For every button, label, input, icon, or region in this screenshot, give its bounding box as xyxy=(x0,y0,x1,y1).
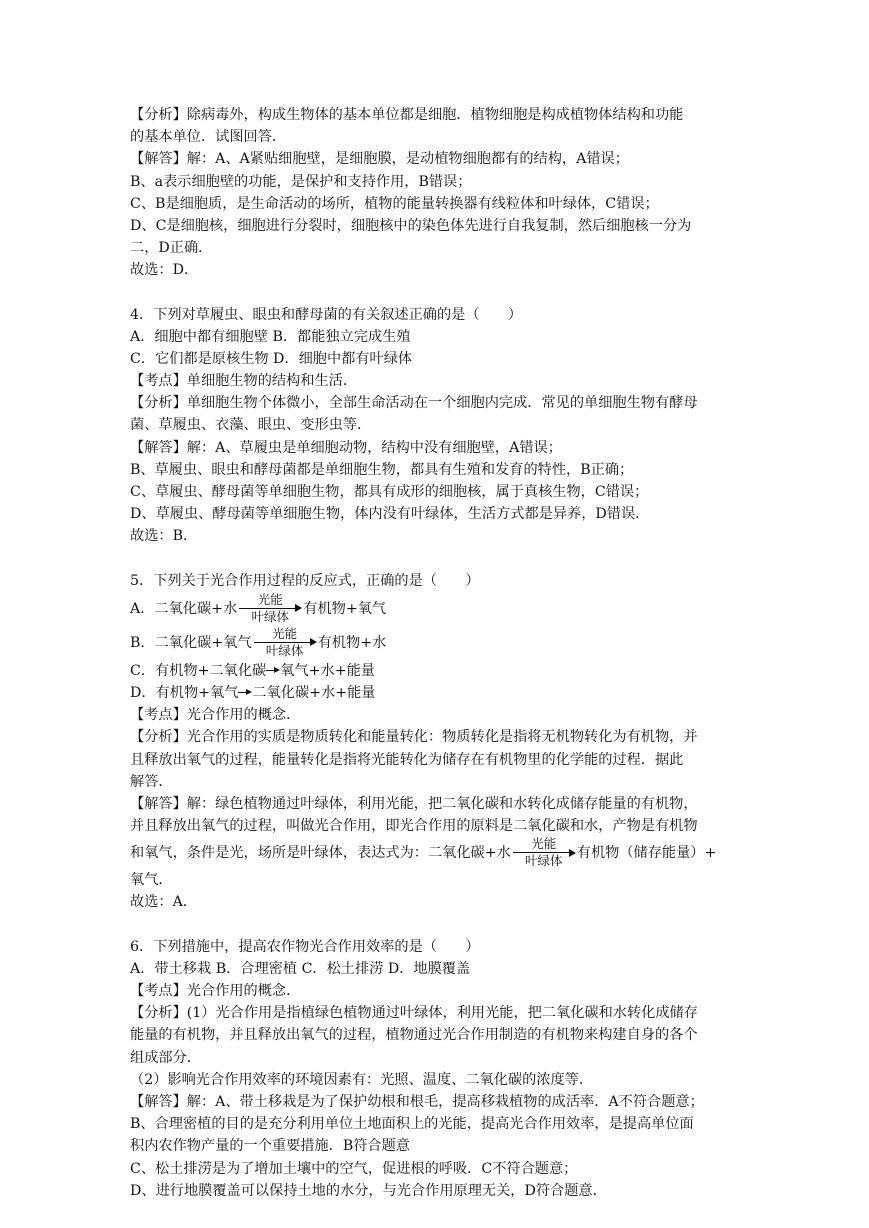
arrow-site: 叶绿体 xyxy=(525,853,563,869)
text-line: 【分析】(1）光合作用是指植绿色植物通过叶绿体，利用光能，把二氧化碳和水转化成储存 xyxy=(130,1005,698,1022)
equation-right: 有机物+氧气 xyxy=(303,600,387,617)
arrow-site: 叶绿体 xyxy=(251,608,290,624)
arrow-condition: 光能 xyxy=(257,591,283,607)
reaction-arrow-icon xyxy=(237,592,303,626)
text-line: C、B是细胞质，是生命活动的场所，植物的能量转换器有线粒体和叶绿体，C错误； xyxy=(130,195,659,212)
text-line: D、进行地膜覆盖可以保持土地的水分，与光合作用原理无关，D符合题意． xyxy=(130,1182,607,1199)
text-line: C、草履虫、酵母菌等单细胞生物，都具有成形的细胞核，属于真核生物，C错误； xyxy=(130,484,649,500)
option-line: A．细胞中都有细胞壁 B．都能独立完成生殖 xyxy=(130,328,411,345)
text-line: 【解答】解：A、带土移栽是为了保护幼根和根毛，提高移栽植物的成活率．A不符合题意； xyxy=(130,1093,704,1110)
option-a xyxy=(130,592,750,626)
text-line: 【分析】光合作用的实质是物质转化和能量转化：物质转化是指将无机物转化为有机物，并 xyxy=(130,729,698,746)
text-line: B、合理密植的目的是充分利用单位土地面积上的光能，提高光合作用效率，是提高单位面 xyxy=(130,1116,694,1133)
equation-left: D．有机物+氧气 xyxy=(130,684,239,701)
arrow-condition: 光能 xyxy=(272,625,298,641)
text-line: D、草履虫、酵母菌等单细胞生物，体内没有叶绿体，生活方式都是异养，D错误． xyxy=(130,506,650,523)
question-6 xyxy=(130,936,750,1202)
equation-left: B．二氧化碳+氧气 xyxy=(130,634,252,651)
arrow-site: 叶绿体 xyxy=(265,642,304,658)
text-line: 组成部分． xyxy=(130,1049,201,1066)
text-line: 能量的有机物，并且释放出氧气的过程，植物通过光合作用制造的有机物来构建自身的各个 xyxy=(130,1027,698,1044)
option-line: C．它们都是原核生物 D．细胞中都有叶绿体 xyxy=(130,350,413,367)
text-line: 【分析】除病毒外，构成生物体的基本单位都是细胞．植物细胞是构成植物体结构和功能 xyxy=(130,107,684,123)
text-line: 【解答】解：绿色植物通过叶绿体，利用光能，把二氧化碳和水转化成储存能量的有机物， xyxy=(130,795,698,812)
text-line: 故选：A． xyxy=(130,894,197,911)
text-line: 故选：B． xyxy=(130,528,198,545)
text-line: 【考点】光合作用的概念． xyxy=(130,983,301,999)
question-stem: 4．下列对草履虫、眼虫和酵母菌的有关叙述正确的是（ ） xyxy=(130,306,523,323)
option-c xyxy=(130,660,750,682)
equation-right: 有机物+水 xyxy=(317,634,387,651)
question-4 xyxy=(130,304,750,548)
text-line: 【解答】解：A、草履虫是单细胞动物，结构中没有细胞壁，A错误； xyxy=(130,439,562,456)
text-line: 解答． xyxy=(130,773,173,790)
text-line: 【解答】解：A、A紧贴细胞壁，是细胞膜，是动植物细胞都有的结构，A错误； xyxy=(130,151,629,168)
arrow-icon xyxy=(238,688,252,698)
text-line: 且释放出氧气的过程，能量转化是指将光能转化为储存在有机物里的化学能的过程．据此 xyxy=(130,751,684,768)
option-d xyxy=(130,682,750,704)
text-line: 氧气． xyxy=(130,872,173,889)
text-line: B、草履虫、眼虫和酵母菌都是单细胞生物，都具有生殖和发育的特性，B正确； xyxy=(130,461,634,478)
option-b xyxy=(130,626,750,660)
equation-right: 有机物（储存能量）+ xyxy=(576,845,717,862)
question-stem: 6．下列措施中，提高农作物光合作用效率的是（ ） xyxy=(130,938,480,955)
equation-left: A．二氧化碳+水 xyxy=(130,600,238,617)
reaction-arrow-icon xyxy=(252,626,318,660)
equation-right: 氧气+水+能量 xyxy=(280,662,375,679)
equation-right: 二氧化碳+水+能量 xyxy=(252,684,376,701)
text-line: 【分析】单细胞生物个体微小，全部生命活动在一个细胞内完成．常见的单细胞生物有酵母 xyxy=(130,395,698,412)
text-line: 【考点】单细胞生物的结构和生活． xyxy=(130,373,358,390)
option-line: A．带土移栽 B．合理密植 C．松土排涝 D．地膜覆盖 xyxy=(130,960,471,977)
question-5 xyxy=(130,570,750,914)
text-line: 【考点】光合作用的概念． xyxy=(130,707,301,724)
text-line: 积内农作物产量的一个重要措施．B符合题意 xyxy=(130,1138,410,1155)
reaction-arrow-icon xyxy=(511,836,577,870)
text-line: 二，D正确． xyxy=(130,240,213,257)
arrow-icon xyxy=(266,666,280,676)
text-line: 菌、草履虫、衣藻、眼虫、变形虫等． xyxy=(130,417,372,434)
text-line: B、a表示细胞壁的功能，是保护和支持作用，B错误； xyxy=(130,173,472,190)
text-line: 故选：D． xyxy=(130,262,199,279)
text-line: D、C是细胞核，细胞进行分裂时，细胞核中的染色体先进行自我复制，然后细胞核一分为 xyxy=(130,217,692,234)
text-line: 的基本单位．试图回答． xyxy=(130,129,287,146)
arrow-condition: 光能 xyxy=(531,836,557,852)
text-line: C、松土排涝是为了增加土壤中的空气，促进根的呼吸．C不符合题意； xyxy=(130,1160,578,1177)
question-stem: 5．下列关于光合作用过程的反应式，正确的是（ ） xyxy=(130,572,480,589)
expression-line xyxy=(130,837,750,869)
equation-left: 和氧气，条件是光，场所是叶绿体，表达式为：二氧化碳+水 xyxy=(130,845,511,862)
equation-left: C．有机物+二氧化碳 xyxy=(130,662,267,679)
text-line: （2）影响光合作用效率的环境因素有：光照、温度、二氧化碳的浓度等． xyxy=(130,1071,594,1088)
text-line: 并且释放出氧气的过程，叫做光合作用，即光合作用的原料是二氧化碳和水，产物是有机物 xyxy=(130,818,698,835)
document-content xyxy=(130,104,750,1202)
